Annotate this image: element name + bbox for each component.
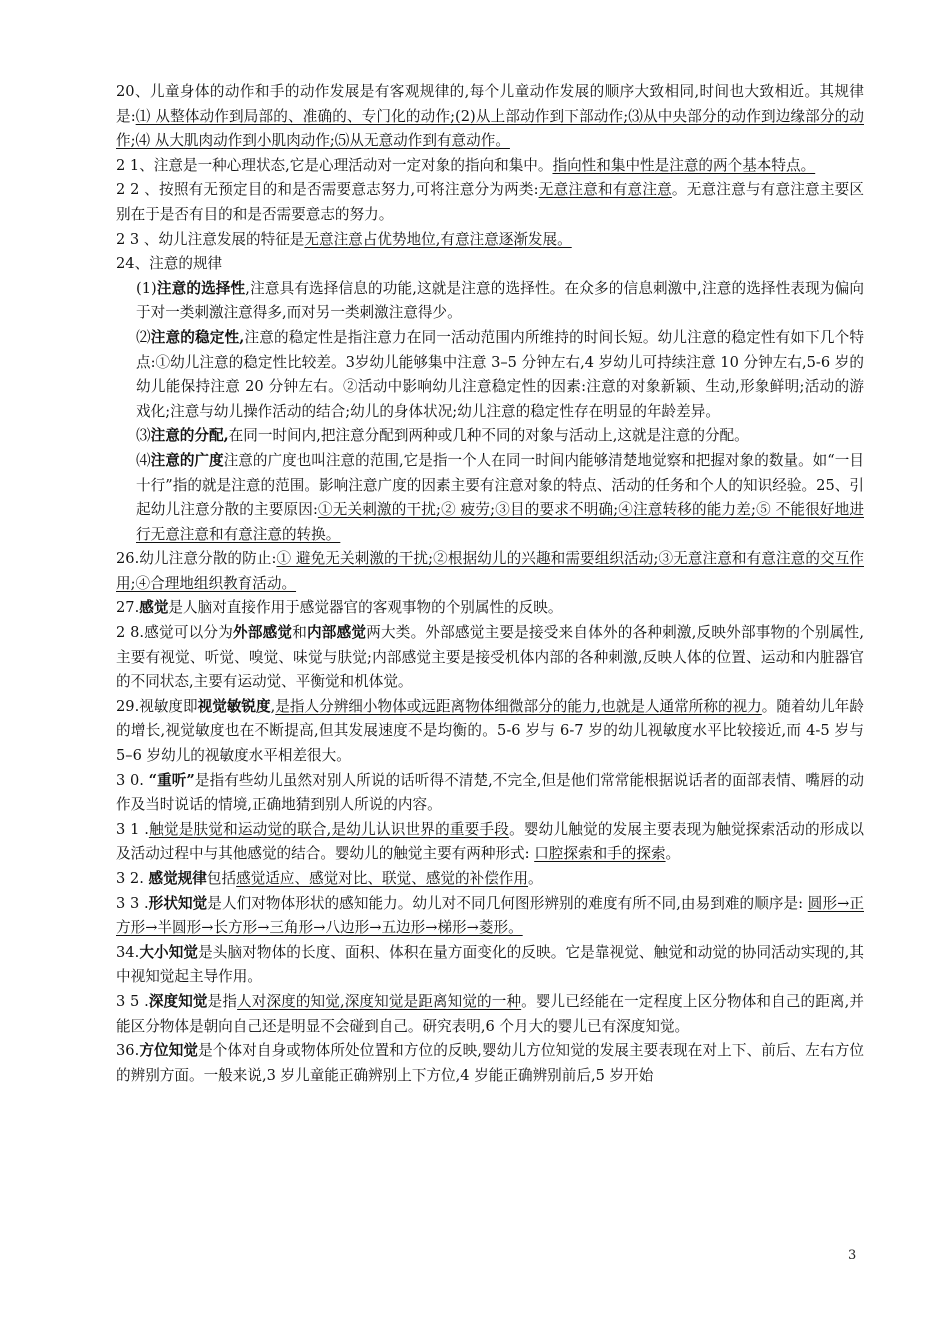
paragraph: [116, 621, 864, 695]
paragraph: [116, 941, 864, 990]
text-run: 2 2 、按照有无预定目的和是否需要意志努力,可将注意分为两类:: [116, 181, 539, 199]
text-run: 3 3 .: [116, 894, 149, 912]
text-run: ,注意具有选择信息的功能,这就是注意的选择性。在众多的信息刺激中,注意的选择性表现为偏向于对一类刺激注意得多,而对另一类刺激注意得少。: [136, 279, 864, 322]
bold-term: 注意的分配,: [150, 427, 229, 445]
bold-term: 形状知觉: [148, 894, 208, 912]
text-run: 。随着幼儿年龄的增长,视觉敏度也在不断提高,但其发展速度不是均衡的。5-6 岁与 6-7 岁的幼儿视敏度水平比较接近,而 4-5 岁与 5–6 岁幼儿的视敏度水平相差很大。: [116, 697, 864, 765]
bold-term: 深度知觉: [148, 992, 208, 1010]
paragraph: [116, 596, 864, 621]
text-run: 3 5 .: [116, 992, 149, 1010]
paragraph: [116, 990, 864, 1039]
text-run: 3 2.: [116, 870, 149, 887]
paragraph: [116, 547, 864, 596]
text-run: 3 0.: [116, 771, 149, 789]
text-run: 。: [527, 870, 543, 887]
text-run: 。婴幼儿触觉的发展主要表现为触觉探索活动的形成以及活动过程中与其他感觉的结合。婴幼儿的触觉主要有两种形式:: [116, 820, 864, 863]
text-run: 29.视敏度即: [116, 697, 198, 715]
paragraph: [116, 154, 864, 179]
text-run: 是指有些幼儿虽然对别人所说的话听得不清楚,不完全,但是他们常常能根据说话者的面部表情、嘴唇的动作及当时说话的情境,正确地猜到别人所说的内容。: [116, 771, 864, 814]
text-run: 36.: [116, 1042, 140, 1060]
paragraph: [116, 228, 864, 253]
bold-term: “重听”: [148, 771, 195, 789]
text-run: 2 8.感觉可以分为: [116, 624, 234, 642]
text-run: 27.: [116, 599, 140, 617]
text-run: 26.幼儿注意分散的防止:: [116, 550, 277, 568]
bold-term: 注意的稳定性,: [150, 328, 245, 346]
paragraph: [116, 867, 864, 892]
paragraph: [116, 178, 864, 227]
text-run: 。无意注意与有意注意主要区别在于是否有目的和是否需要意志的努力。: [116, 181, 864, 223]
text-run: ⑷: [136, 451, 151, 469]
text-run: 2 3 、幼儿注意发展的特征是: [116, 230, 305, 248]
bold-term: 视觉敏锐度: [197, 697, 271, 715]
text-run: (1): [136, 279, 157, 297]
text-run: 。婴儿已经能在一定程度上区分物体和自己的距离,并能区分物体是朝向自己还是明显不会碰到自己。研究表明,6 个月大的婴儿已有深度知觉。: [116, 992, 864, 1035]
text-run: 在同一时间内,把注意分配到两种或几种不同的对象与活动上,这就是注意的分配。: [228, 427, 749, 445]
bold-term: 注意的选择性: [156, 279, 246, 297]
bold-term: 感觉规律: [148, 870, 207, 887]
text-run: 3 1 .: [116, 820, 149, 838]
text-run: 和: [292, 624, 308, 642]
bold-term: 外部感觉: [233, 624, 293, 642]
text-run: 24、注意的规律: [116, 255, 223, 273]
bold-term: 感觉: [139, 599, 169, 617]
paragraph: [116, 277, 864, 326]
text-run: 是人们对物体形状的感知能力。幼儿对不同几何图形辨别的难度有所不同,由易到难的顺序是:: [207, 894, 808, 912]
bold-term: 方位知觉: [139, 1042, 199, 1060]
underlined-text: 是指人分辨细小物体或远距离物体细微部分的能力,也就是人通常所称的视力: [275, 697, 762, 715]
paragraph: [116, 449, 864, 547]
underlined-text: 人对深度的知觉,深度知觉是距离知觉的一种: [237, 992, 522, 1010]
paragraph: [116, 424, 864, 449]
paragraph: [116, 818, 864, 867]
text-run: 2 1、注意是一种心理状态,它是心理活动对一定对象的指向和集中。: [116, 156, 553, 174]
paragraph: [116, 769, 864, 818]
document-body: [116, 80, 864, 1088]
paragraph: [116, 1039, 864, 1088]
underlined-text: ① 避免无关刺激的干扰;②根据幼儿的兴趣和需要组织活动;③无意注意和有意注意的交互作用;④合理地组织教育活动。: [116, 550, 864, 592]
text-run: ⑶: [136, 427, 151, 445]
text-run: 注意的广度也叫注意的范围,它是指一个人在同一时间内能够清楚地觉察和把握对象的数量。如“一目十行”指的就是注意的范围。影响注意广度的因素主要有注意对象的特点、活动的任务和个人的知识经验。25、引起幼儿注意分散的主要原因:: [136, 451, 864, 519]
page-number: 3: [848, 1248, 857, 1263]
underlined-text: 口腔探索和手的探索: [534, 845, 666, 863]
text-run: 20、儿童身体的动作和手的动作发展是有客观规律的,每个儿童动作发展的顺序大致相同,时间也大致相近。其规律是:: [116, 83, 864, 125]
text-run: 。: [665, 845, 681, 863]
text-run: 是个体对自身或物体所处位置和方位的反映,婴幼儿方位知觉的发展主要表现在对上下、前后、左右方位的辨别方面。一般来说,3 岁儿童能正确辨别上下方位,4 岁能正确辨别前后,5 岁开始: [116, 1042, 864, 1084]
underlined-text: 圆形→正方形→半圆形→长方形→三角形→八边形→五边形→梯形→菱形。: [116, 894, 864, 937]
underlined-text: 无意注意占优势地位,有意注意逐渐发展。: [304, 230, 572, 248]
text-run: 两大类。外部感觉主要是接受来自体外的各种刺激,反映外部事物的个别属性,主要有视觉、听觉、嗅觉、味觉与肤觉;内部感觉主要是接受机体内部的各种刺激,反映人体的位置、运动和内脏器官的不同状态,主要有运动觉、平衡觉和机体觉。: [116, 624, 864, 691]
underlined-text: 无意注意和有意注意: [538, 181, 672, 199]
text-run: 是人脑对直接作用于感觉器官的客观事物的个别属性的反映。: [168, 599, 563, 617]
text-run: ,: [270, 697, 276, 715]
bold-term: 大小知觉: [139, 943, 199, 961]
underlined-text: 触觉是肤觉和运动觉的联合,是幼儿认识世界的重要手段: [148, 820, 510, 838]
text-run: ⑵: [136, 328, 151, 346]
text-run: 是指: [207, 992, 238, 1010]
paragraph: [116, 892, 864, 941]
paragraph: [116, 326, 864, 424]
underlined-text: ⑴ 从整体动作到局部的、准确的、专门化的动作;(2)从上部动作到下部动作;⑶从中央部分的动作到边缘部分的动作;⑷ 从大肌肉动作到小肌肉动作;⑸从无意动作到有意动作。: [116, 107, 864, 150]
underlined-text: 指向性和集中性是注意的两个基本特点。: [552, 156, 816, 174]
underlined-text: ①无关刺激的干扰;② 疲劳;③目的要求不明确;④注意转移的能力差;⑤ 不能很好地进行无意注意和有意注意的转换。: [136, 501, 864, 543]
text-run: 包括: [206, 870, 237, 887]
paragraph: [116, 252, 864, 277]
bold-term: 内部感觉: [307, 624, 367, 642]
text-run: 注意的稳定性是指注意力在同一活动范围内所维持的时间长短。幼儿注意的稳定性有如下几个特点:①幼儿注意的稳定性比较差。3岁幼儿能够集中注意 3–5 分钟左右,4 岁幼儿可持续注意 10 分钟左右,5-6 岁的幼儿能保持注意 20 分钟左右。②活动中影响幼儿注意稳定性的因素:注意的对象新颖、生动,形象鲜明;活动的游戏化;注意与幼儿操作活动的结合;幼儿的身体状况;幼儿注意的稳定性存在明显的年龄差异。: [136, 328, 864, 420]
text-run: 34.: [116, 943, 140, 961]
bold-term: 注意的广度: [150, 451, 224, 469]
underlined-text: 感觉适应、感觉对比、联觉、感觉的补偿作用: [236, 870, 528, 887]
paragraph: [116, 695, 864, 769]
text-run: 是头脑对物体的长度、面积、体积在量方面变化的反映。它是靠视觉、触觉和动觉的协同活动实现的,其中视知觉起主导作用。: [116, 943, 864, 986]
paragraph: [116, 80, 864, 154]
